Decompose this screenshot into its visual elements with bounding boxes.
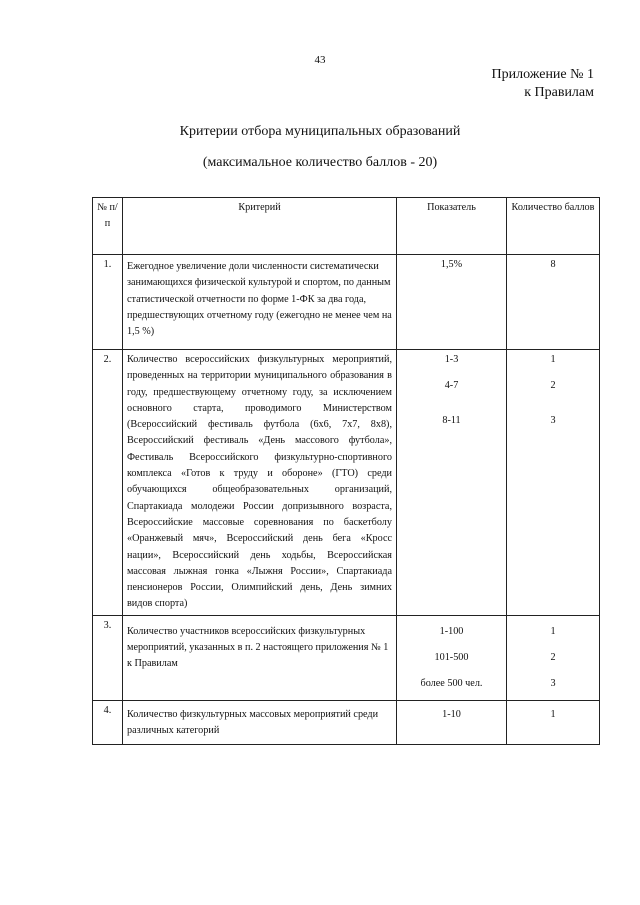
points-value: 2 (550, 380, 556, 392)
header-criterion: Критерий (123, 198, 397, 255)
row-points: 8 (507, 255, 600, 350)
indicator-value: 1-100 (439, 625, 464, 637)
indicator-value: 1-3 (444, 354, 459, 365)
indicator-value: более 500 чел. (420, 678, 483, 690)
points-value: 3 (550, 414, 556, 426)
points-value: 1 (550, 625, 556, 637)
header-number: № п/п (93, 198, 123, 255)
header-indicator: Показатель (397, 198, 507, 255)
document-subtitle: (максимальное количество баллов - 20) (202, 155, 438, 170)
row-criterion: Ежегодное увеличение доли численности систематически занимающихся физической культурой и спортом, по данным статистической отчетности по форме 1-ФК за два года, предшествующих отчетному году (ежегодно не менее чем на 1,5 %) (123, 255, 397, 350)
row-criterion: Количество участников всероссийских физкультурных мероприятий, указанных в п. 2 настоящего приложения № 1 к Правилам (123, 615, 397, 700)
row-indicators (397, 350, 507, 616)
row-points-list (507, 350, 600, 616)
indicator-value: 101-500 (434, 652, 469, 664)
points-value: 1 (550, 354, 556, 365)
document-title: Критерии отбора муниципальных образований (179, 124, 461, 139)
row-number: 1. (93, 255, 123, 350)
points-value: 3 (550, 678, 556, 690)
row-criterion: Количество всероссийских физкультурных мероприятий, проведенных на территории муниципального образования в году, предшествующему отчетному году, за исключением основного старта, проводимого Министерством (Всероссийский фестиваль футбола (6х6, 7х7, 8х8), Всероссийский фестиваль «День массового футбола», Фестиваль Всероссийского физкультурно-спортивного комплекса «Готов к труду и обороне» (ГТО) среди обучающихся общеобразовательных организаций, Спартакиада молодежи России допризывного возраста, Всероссийские массовые соревнования по баскетболу «Оранжевый мяч», Всероссийский день бега «Кросс нации», Всероссийский день ходьбы, Всероссийская массовая лыжная гонка «Лыжня России», Спартакиада пенсионеров России, Олимпийский день, День зимних видов спорта) (123, 350, 397, 616)
table-row (93, 700, 600, 744)
annex-reference (492, 66, 595, 102)
row-number: 2. (93, 350, 123, 616)
row-indicators (397, 615, 507, 700)
row-number: 3. (93, 615, 123, 700)
row-indicator: 1,5% (397, 255, 507, 350)
row-points-list (507, 615, 600, 700)
table-row (93, 350, 600, 616)
indicator-value: 4-7 (444, 380, 459, 392)
annex-line-1: Приложение № 1 (491, 67, 594, 82)
table-header-row (93, 198, 600, 255)
table-row (93, 615, 600, 700)
indicator-value: 8-11 (442, 414, 461, 426)
row-criterion: Количество физкультурных массовых мероприятий среди различных категорий (123, 700, 397, 744)
header-points: Количество баллов (507, 198, 600, 255)
page-number: 43 (314, 54, 326, 66)
criteria-table (92, 197, 600, 745)
points-value: 2 (550, 652, 556, 664)
annex-line-2: к Правилам (524, 85, 594, 100)
row-number: 4. (93, 700, 123, 744)
table-row (93, 255, 600, 350)
row-points: 1 (507, 700, 600, 744)
row-indicator: 1-10 (397, 700, 507, 744)
